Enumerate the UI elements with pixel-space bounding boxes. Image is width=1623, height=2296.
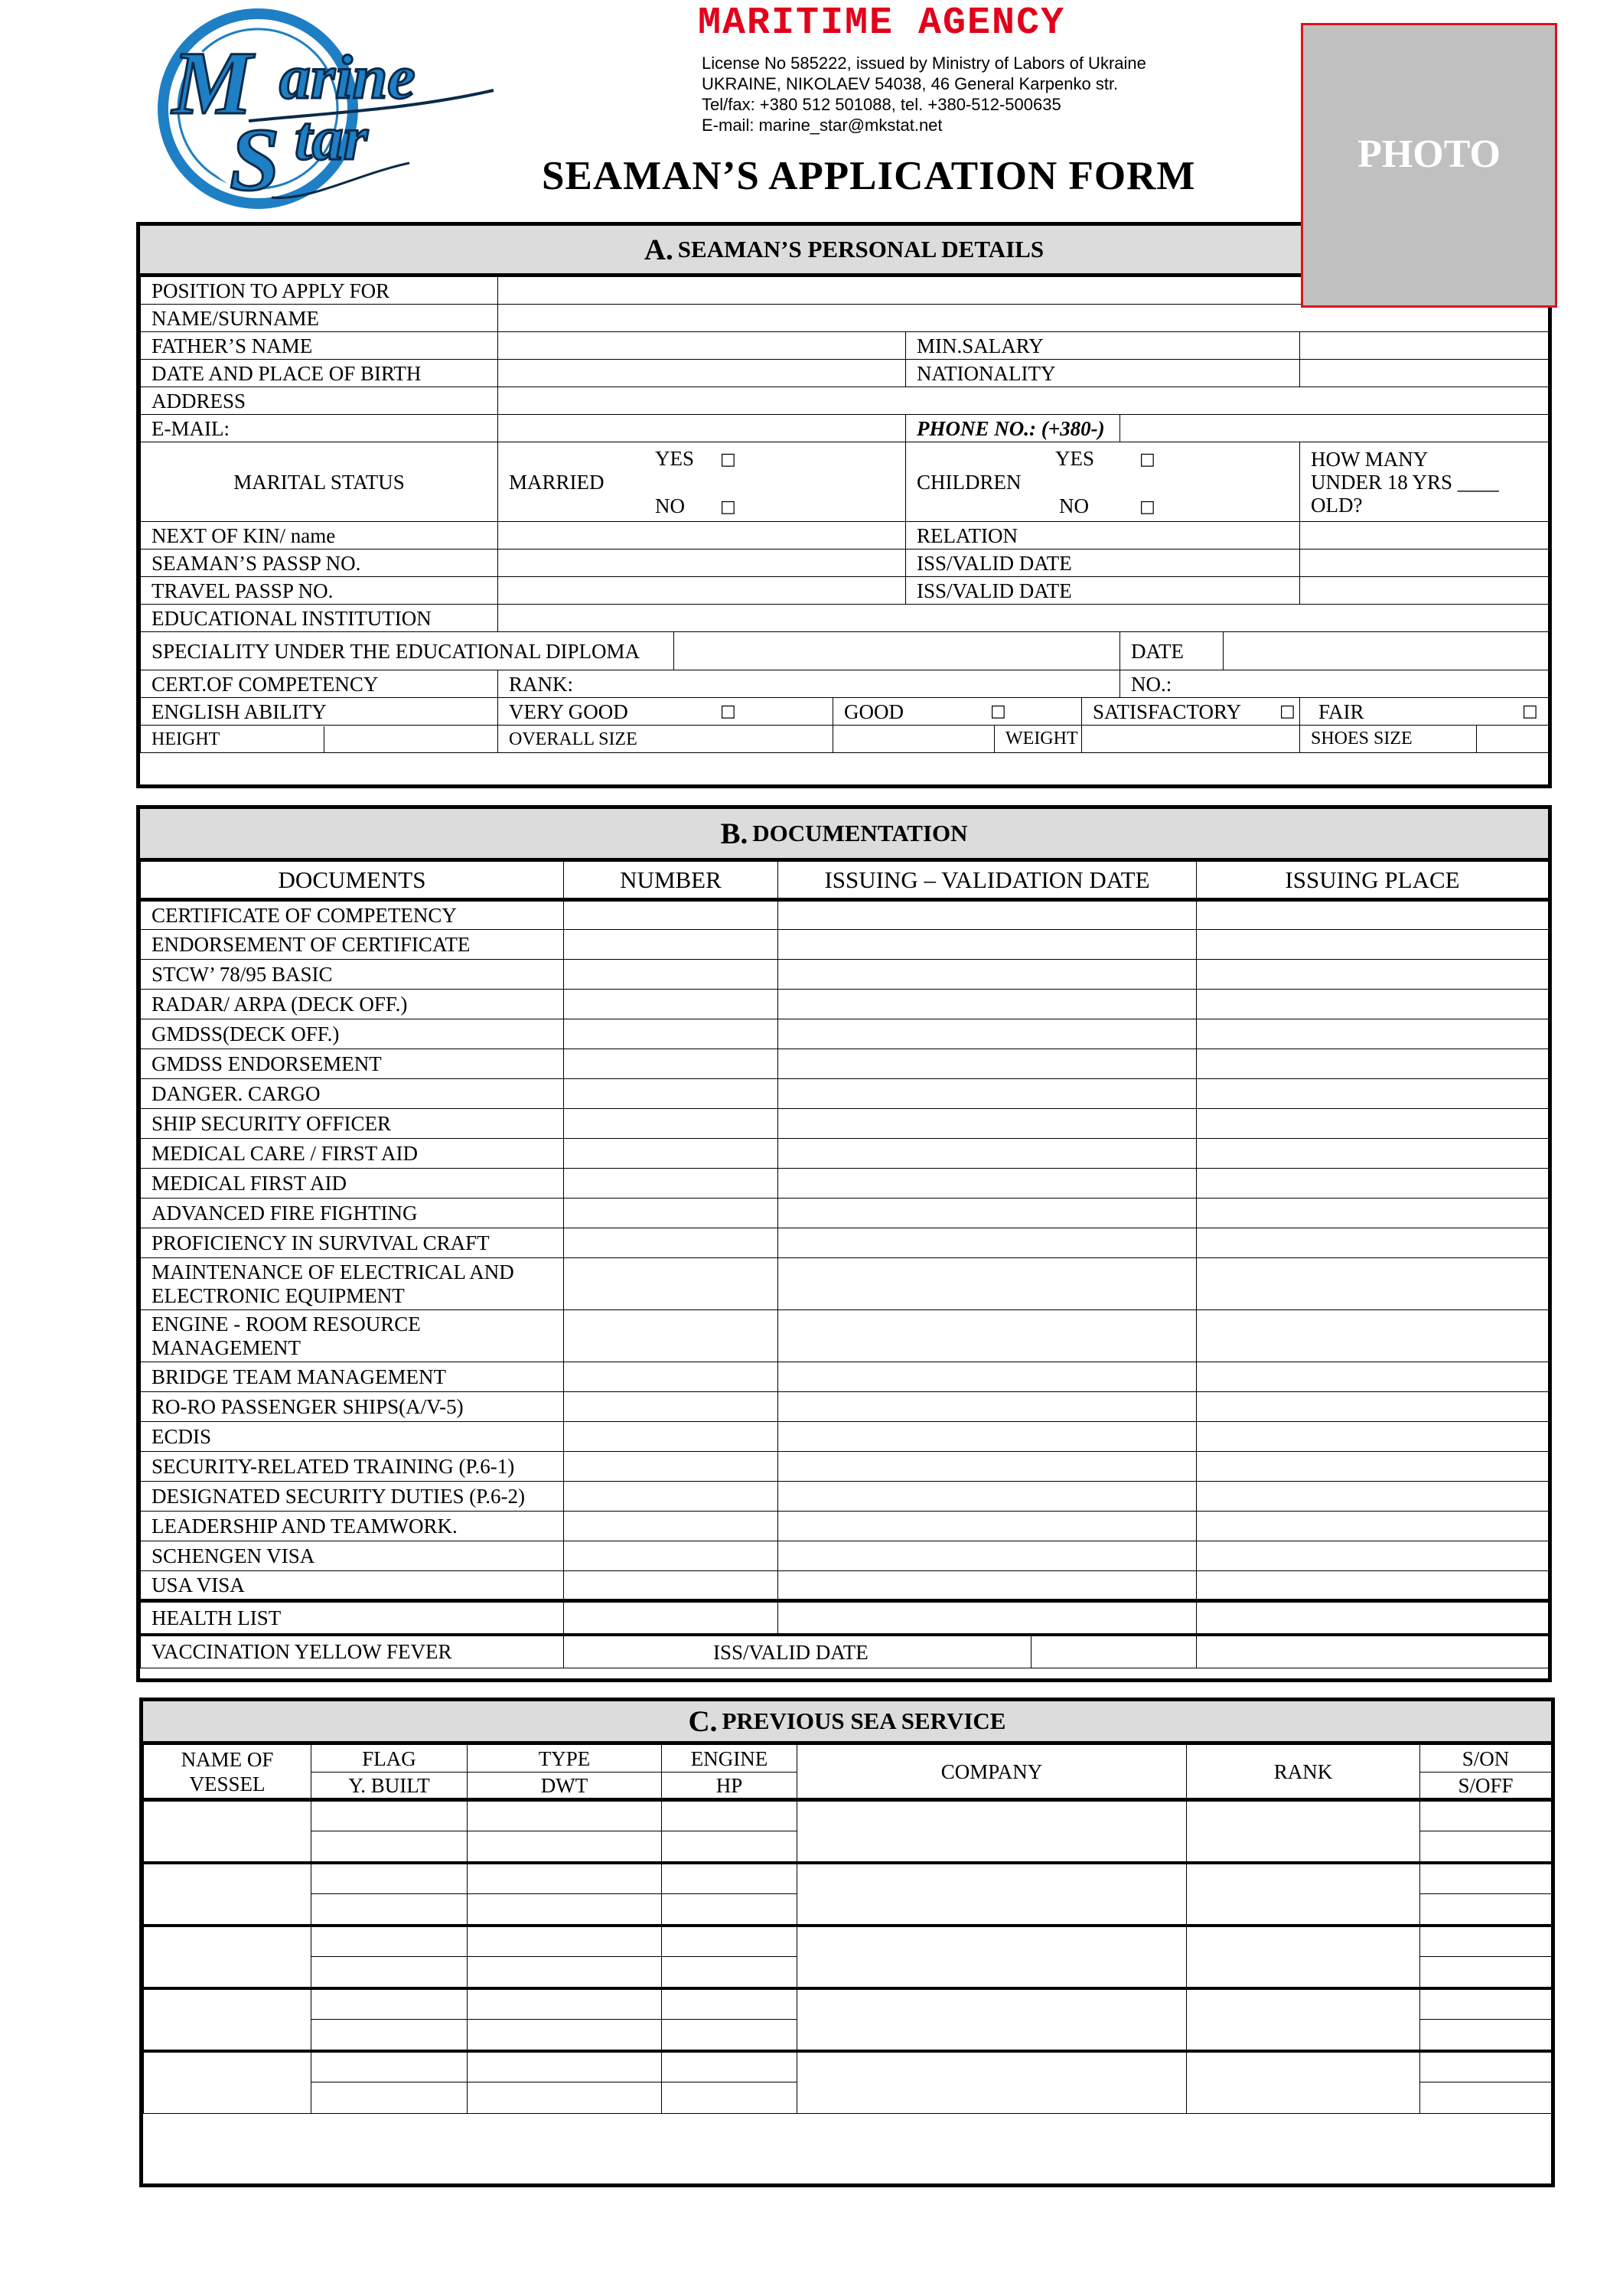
table-row (141, 900, 1549, 930)
english-very-good[interactable] (498, 698, 833, 726)
col-hp: HP (662, 1773, 797, 1800)
dwt[interactable] (468, 2020, 662, 2051)
hp[interactable] (662, 1831, 797, 1863)
document-issue-date[interactable] (778, 900, 1197, 930)
flag[interactable] (311, 1800, 468, 1831)
min-salary-label: MIN.SALARY (906, 332, 1300, 360)
table-row (141, 960, 1549, 990)
document-issue-place[interactable] (1197, 1258, 1549, 1310)
email-field[interactable] (498, 415, 906, 442)
health-list-place[interactable] (1197, 1601, 1549, 1635)
col-vessel-line-2: VESSEL (189, 1772, 266, 1795)
document-issue-date[interactable] (778, 1169, 1197, 1199)
document-issue-place[interactable] (1197, 1109, 1549, 1139)
rank[interactable] (1187, 1863, 1420, 1926)
table-row (141, 990, 1549, 1019)
document-issue-place[interactable] (1197, 1139, 1549, 1169)
document-issue-place[interactable] (1197, 1571, 1549, 1601)
document-number[interactable] (564, 1482, 778, 1512)
dwt[interactable] (468, 2082, 662, 2114)
flag[interactable] (311, 2051, 468, 2082)
vessel-name[interactable] (144, 1926, 311, 1988)
fair-checkbox[interactable]: □ (1522, 702, 1538, 721)
document-number[interactable] (564, 1512, 778, 1541)
document-name: MEDICAL CARE / FIRST AID (141, 1139, 564, 1169)
document-issue-place[interactable] (1197, 1169, 1549, 1199)
flag[interactable] (311, 1926, 468, 1957)
year-built[interactable] (311, 1831, 468, 1863)
document-number[interactable] (564, 1422, 778, 1452)
hp[interactable] (662, 1957, 797, 1988)
document-name: MAINTENANCE OF ELECTRICAL AND ELECTRONIC EQUIPMENT (141, 1258, 564, 1310)
speciality-label: SPECIALITY UNDER THE EDUCATIONAL DIPLOMA (141, 632, 674, 670)
vaccination-date-field[interactable] (1197, 1635, 1549, 1668)
health-list-label: HEALTH LIST (141, 1601, 564, 1635)
rank[interactable] (1187, 1926, 1420, 1988)
document-number[interactable] (564, 1392, 778, 1422)
document-issue-date[interactable] (778, 1049, 1197, 1079)
svg-text:arine: arine (279, 42, 416, 112)
sign-on[interactable] (1420, 1863, 1552, 1894)
svg-text:M: M (172, 33, 253, 133)
documentation-rows (141, 900, 1549, 1601)
diploma-date-field[interactable] (1224, 632, 1549, 670)
vessel-name[interactable] (144, 2051, 311, 2114)
marine-star-logo (157, 6, 539, 213)
how-many-line-2: UNDER 18 YRS ____ (1311, 470, 1499, 494)
table-row (141, 1228, 1549, 1258)
document-number[interactable] (564, 1109, 778, 1139)
rank[interactable] (1187, 1800, 1420, 1863)
document-issue-place[interactable] (1197, 1019, 1549, 1049)
document-issue-date[interactable] (778, 1199, 1197, 1228)
col-documents: DOCUMENTS (141, 862, 564, 900)
good-label: GOOD (844, 700, 904, 723)
year-built[interactable] (311, 2082, 468, 2114)
relation-label: RELATION (906, 522, 1300, 550)
table-row (141, 930, 1549, 960)
position-label: POSITION TO APPLY FOR (141, 277, 498, 305)
email-line: E-mail: marine_star@mkstat.net (702, 116, 943, 135)
father-field[interactable] (498, 332, 906, 360)
type[interactable] (468, 1926, 662, 1957)
seaman-passp-date-field[interactable] (1300, 550, 1549, 577)
how-many-line-3: OLD? (1311, 493, 1363, 517)
shoes-size-label: SHOES SIZE (1311, 729, 1413, 748)
document-number[interactable] (564, 960, 778, 990)
personal-details-table (140, 276, 1549, 753)
table-row (141, 1482, 1549, 1512)
marital-status-label: MARITAL STATUS (141, 442, 498, 522)
document-issue-place[interactable] (1197, 1392, 1549, 1422)
company[interactable] (797, 1926, 1187, 1988)
document-issue-place[interactable] (1197, 1541, 1549, 1571)
document-issue-date[interactable] (778, 930, 1197, 960)
how-many-line-1: HOW MANY (1311, 447, 1429, 471)
document-number[interactable] (564, 1019, 778, 1049)
document-name: RO-RO PASSENGER SHIPS(A/V-5) (141, 1392, 564, 1422)
document-number[interactable] (564, 1541, 778, 1571)
document-number[interactable] (564, 1258, 778, 1310)
engine[interactable] (662, 2051, 797, 2082)
document-issue-place[interactable] (1197, 1049, 1549, 1079)
sign-off[interactable] (1420, 2082, 1552, 2114)
engine[interactable] (662, 1988, 797, 2020)
table-row (144, 2051, 1552, 2082)
document-issue-date[interactable] (778, 1541, 1197, 1571)
col-issuing-validation: ISSUING – VALIDATION DATE (778, 862, 1197, 900)
hp[interactable] (662, 1894, 797, 1926)
travel-passp-field[interactable] (498, 577, 906, 605)
company[interactable] (797, 1988, 1187, 2051)
document-issue-date[interactable] (778, 1310, 1197, 1362)
engine[interactable] (662, 1800, 797, 1831)
english-label: ENGLISH ABILITY (141, 698, 498, 726)
document-number[interactable] (564, 930, 778, 960)
section-a-header: A. SEAMAN’S PERSONAL DETAILS (140, 226, 1548, 276)
height-label: HEIGHT (141, 726, 324, 752)
company[interactable] (797, 2051, 1187, 2114)
rank[interactable] (1187, 2051, 1420, 2114)
overall-size-field[interactable] (833, 726, 1082, 753)
document-number[interactable] (564, 1169, 778, 1199)
address-line: UKRAINE, NIKOLAEV 54038, 46 General Karpenko str. (702, 74, 1119, 93)
col-vessel-line-1: NAME OF (181, 1747, 274, 1771)
vaccination-label: VACCINATION YELLOW FEVER (141, 1635, 564, 1668)
document-issue-place[interactable] (1197, 1422, 1549, 1452)
document-name: MEDICAL FIRST AID (141, 1169, 564, 1199)
document-issue-place[interactable] (1197, 960, 1549, 990)
table-row (141, 1392, 1549, 1422)
photo-placeholder[interactable]: PHOTO (1301, 23, 1557, 308)
next-of-kin-label: NEXT OF KIN/ name (141, 522, 498, 550)
company[interactable] (797, 1800, 1187, 1863)
name-field[interactable] (498, 305, 1549, 332)
table-row (141, 1310, 1549, 1362)
table-row (141, 1109, 1549, 1139)
speciality-field[interactable] (674, 632, 1120, 670)
document-issue-date[interactable] (778, 1019, 1197, 1049)
col-company: COMPANY (797, 1745, 1187, 1800)
year-built[interactable] (311, 1894, 468, 1926)
email-label: E-MAIL: (141, 415, 498, 442)
health-list-number[interactable] (564, 1601, 778, 1635)
document-issue-date[interactable] (778, 1482, 1197, 1512)
col-vessel (144, 1745, 311, 1800)
col-type: TYPE (468, 1745, 662, 1773)
satisfactory-checkbox[interactable]: □ (1279, 702, 1295, 721)
vessel-name[interactable] (144, 1988, 311, 2051)
sign-on[interactable] (1420, 1800, 1552, 1831)
weight-label: WEIGHT (1005, 729, 1078, 748)
document-number[interactable] (564, 1079, 778, 1109)
satisfactory-label: SATISFACTORY (1093, 700, 1242, 723)
married-no-label: NO (655, 494, 685, 517)
sign-off[interactable] (1420, 2020, 1552, 2051)
document-number[interactable] (564, 1452, 778, 1482)
dob-field[interactable] (498, 360, 906, 387)
license-line: License No 585222, issued by Ministry of Labors of Ukraine (702, 54, 1146, 73)
children-yes-checkbox[interactable]: □ (1139, 450, 1155, 469)
shoes-size-cell (1300, 726, 1549, 753)
document-issue-place[interactable] (1197, 1199, 1549, 1228)
type[interactable] (468, 1800, 662, 1831)
dwt[interactable] (468, 1894, 662, 1926)
sign-off[interactable] (1420, 1894, 1552, 1926)
children-no-checkbox[interactable]: □ (1139, 497, 1155, 517)
vaccination-date-label: ISS/VALID DATE (713, 1640, 869, 1664)
document-name: SCHENGEN VISA (141, 1541, 564, 1571)
document-name: ECDIS (141, 1422, 564, 1452)
sign-off[interactable] (1420, 1957, 1552, 1988)
document-name: BRIDGE TEAM MANAGEMENT (141, 1362, 564, 1392)
dwt[interactable] (468, 1957, 662, 1988)
document-name: LEADERSHIP AND TEAMWORK. (141, 1512, 564, 1541)
table-row (144, 1988, 1552, 2020)
document-name: CERTIFICATE OF COMPETENCY (141, 900, 564, 930)
table-row (141, 1049, 1549, 1079)
document-issue-date[interactable] (778, 990, 1197, 1019)
document-name: USA VISA (141, 1571, 564, 1601)
sign-on[interactable] (1420, 1988, 1552, 2020)
dwt[interactable] (468, 1831, 662, 1863)
document-number[interactable] (564, 1049, 778, 1079)
col-number: NUMBER (564, 862, 778, 900)
document-number[interactable] (564, 1199, 778, 1228)
col-engine: ENGINE (662, 1745, 797, 1773)
document-issue-place[interactable] (1197, 1452, 1549, 1482)
section-b-box (136, 805, 1552, 1682)
married-yes-checkbox[interactable]: □ (720, 450, 736, 469)
document-issue-date[interactable] (778, 1392, 1197, 1422)
document-issue-date[interactable] (778, 1571, 1197, 1601)
flag[interactable] (311, 1988, 468, 2020)
document-issue-date[interactable] (778, 1362, 1197, 1392)
document-number[interactable] (564, 1139, 778, 1169)
table-row (144, 1926, 1552, 1957)
phone-label: PHONE NO.: (+380-) (906, 415, 1120, 442)
year-built[interactable] (311, 2020, 468, 2051)
address-label: ADDRESS (141, 387, 498, 415)
cert-no-label: NO.: (1120, 670, 1549, 698)
name-label: NAME/SURNAME (141, 305, 498, 332)
english-satisfactory[interactable] (1082, 698, 1300, 726)
table-row (141, 1422, 1549, 1452)
sign-on[interactable] (1420, 2051, 1552, 2082)
document-issue-place[interactable] (1197, 930, 1549, 960)
agency-name: MARITIME AGENCY (698, 2, 1066, 45)
table-row (141, 1571, 1549, 1601)
type[interactable] (468, 1863, 662, 1894)
document-issue-date[interactable] (778, 1452, 1197, 1482)
seaman-passp-label: SEAMAN’S PASSP NO. (141, 550, 498, 577)
document-issue-date[interactable] (778, 1258, 1197, 1310)
table-row (141, 1169, 1549, 1199)
document-number[interactable] (564, 990, 778, 1019)
weight-field[interactable] (1082, 726, 1300, 753)
table-row (144, 1863, 1552, 1894)
married-no-checkbox[interactable]: □ (720, 497, 736, 517)
document-issue-place[interactable] (1197, 990, 1549, 1019)
document-name: GMDSS(DECK OFF.) (141, 1019, 564, 1049)
document-number[interactable] (564, 1571, 778, 1601)
document-name: ENDORSEMENT OF CERTIFICATE (141, 930, 564, 960)
document-number[interactable] (564, 1228, 778, 1258)
seaman-passp-date-label: ISS/VALID DATE (906, 550, 1300, 577)
col-issuing-place: ISSUING PLACE (1197, 862, 1549, 900)
section-c-box (139, 1698, 1555, 2187)
height-cell (141, 726, 498, 753)
phone-field[interactable] (1120, 415, 1549, 442)
rank[interactable] (1187, 1988, 1420, 2051)
married-yes-label: YES (655, 447, 695, 470)
company[interactable] (797, 1863, 1187, 1926)
year-built[interactable] (311, 1957, 468, 1988)
table-row (141, 1258, 1549, 1310)
travel-passp-date-label: ISS/VALID DATE (906, 577, 1300, 605)
document-issue-place[interactable] (1197, 1512, 1549, 1541)
form-title: SEAMAN’S APPLICATION FORM (542, 154, 1196, 198)
documentation-table (140, 861, 1549, 1668)
english-fair[interactable] (1300, 698, 1549, 726)
children-yes-label: YES (1055, 447, 1095, 470)
document-name: SECURITY-RELATED TRAINING (P.6-1) (141, 1452, 564, 1482)
relation-field[interactable] (1300, 522, 1549, 550)
edu-inst-field[interactable] (498, 605, 1549, 632)
table-row (141, 1512, 1549, 1541)
sign-on[interactable] (1420, 1926, 1552, 1957)
travel-passp-label: TRAVEL PASSP NO. (141, 577, 498, 605)
document-issue-place[interactable] (1197, 900, 1549, 930)
dob-label: DATE AND PLACE OF BIRTH (141, 360, 498, 387)
col-son: S/ON (1420, 1745, 1552, 1773)
table-row (141, 1452, 1549, 1482)
hp[interactable] (662, 2020, 797, 2051)
col-flag: FLAG (311, 1745, 468, 1773)
document-name: ENGINE - ROOM RESOURCE MANAGEMENT (141, 1310, 564, 1362)
overall-size-label: OVERALL SIZE (498, 726, 833, 753)
document-number[interactable] (564, 900, 778, 930)
sea-service-rows (144, 1800, 1552, 2114)
father-label: FATHER’S NAME (141, 332, 498, 360)
section-c-header: C. PREVIOUS SEA SERVICE (143, 1701, 1551, 1744)
table-row (144, 1800, 1552, 1831)
min-salary-field[interactable] (1300, 332, 1549, 360)
document-issue-place[interactable] (1197, 1228, 1549, 1258)
table-row (141, 1079, 1549, 1109)
document-issue-date[interactable] (778, 1512, 1197, 1541)
married-label: MARRIED (509, 470, 605, 494)
sign-off[interactable] (1420, 1831, 1552, 1863)
document-issue-date[interactable] (778, 960, 1197, 990)
very-good-checkbox[interactable]: □ (720, 702, 736, 721)
children-no-label: NO (1059, 494, 1089, 517)
table-row (141, 1139, 1549, 1169)
next-of-kin-field[interactable] (498, 522, 906, 550)
vaccination-field[interactable] (564, 1635, 1197, 1668)
vessel-name[interactable] (144, 1800, 311, 1863)
travel-passp-date-field[interactable] (1300, 577, 1549, 605)
document-name: DESIGNATED SECURITY DUTIES (P.6-2) (141, 1482, 564, 1512)
health-list-date[interactable] (778, 1601, 1197, 1635)
cert-comp-label: CERT.OF COMPETENCY (141, 670, 498, 698)
document-name: GMDSS ENDORSEMENT (141, 1049, 564, 1079)
flag[interactable] (311, 1863, 468, 1894)
children-cell (906, 442, 1300, 522)
nationality-label: NATIONALITY (906, 360, 1300, 387)
engine[interactable] (662, 1926, 797, 1957)
rank-label: RANK: (498, 670, 1120, 698)
document-issue-place[interactable] (1197, 1362, 1549, 1392)
hp[interactable] (662, 2082, 797, 2114)
document-issue-place[interactable] (1197, 1482, 1549, 1512)
phone-line: Tel/fax: +380 512 501088, tel. +380-512-500635 (702, 95, 1061, 114)
sea-service-table (143, 1744, 1552, 2114)
col-soff: S/OFF (1420, 1773, 1552, 1800)
good-checkbox[interactable]: □ (990, 702, 1006, 721)
document-issue-date[interactable] (778, 1109, 1197, 1139)
document-issue-date[interactable] (778, 1422, 1197, 1452)
document-name: PROFICIENCY IN SURVIVAL CRAFT (141, 1228, 564, 1258)
table-row (141, 1362, 1549, 1392)
table-row (141, 1541, 1549, 1571)
document-issue-date[interactable] (778, 1079, 1197, 1109)
table-row (141, 1199, 1549, 1228)
document-issue-date[interactable] (778, 1139, 1197, 1169)
document-name: ADVANCED FIRE FIGHTING (141, 1199, 564, 1228)
document-name: SHIP SECURITY OFFICER (141, 1109, 564, 1139)
type[interactable] (468, 2051, 662, 2082)
engine[interactable] (662, 1863, 797, 1894)
address-field[interactable] (498, 387, 1549, 415)
edu-inst-label: EDUCATIONAL INSTITUTION (141, 605, 498, 632)
document-issue-date[interactable] (778, 1228, 1197, 1258)
children-label: CHILDREN (917, 470, 1022, 494)
document-number[interactable] (564, 1362, 778, 1392)
svg-text:tar: tar (295, 103, 368, 173)
document-number[interactable] (564, 1310, 778, 1362)
very-good-label: VERY GOOD (509, 700, 628, 723)
english-good[interactable] (833, 698, 1082, 726)
type[interactable] (468, 1988, 662, 2020)
table-row (141, 1019, 1549, 1049)
document-name: RADAR/ ARPA (DECK OFF.) (141, 990, 564, 1019)
married-cell (498, 442, 906, 522)
seaman-passp-field[interactable] (498, 550, 906, 577)
document-issue-place[interactable] (1197, 1079, 1549, 1109)
col-ybuilt: Y. BUILT (311, 1773, 468, 1800)
diploma-date-label: DATE (1120, 632, 1224, 670)
vessel-name[interactable] (144, 1863, 311, 1926)
nationality-field[interactable] (1300, 360, 1549, 387)
document-name: STCW’ 78/95 BASIC (141, 960, 564, 990)
section-b-header: B. DOCUMENTATION (140, 809, 1548, 861)
col-rank: RANK (1187, 1745, 1420, 1800)
document-name: DANGER. CARGO (141, 1079, 564, 1109)
col-dwt: DWT (468, 1773, 662, 1800)
svg-text:S: S (230, 109, 280, 210)
how-many-cell[interactable] (1300, 442, 1549, 522)
document-issue-place[interactable] (1197, 1310, 1549, 1362)
fair-label: FAIR (1318, 700, 1364, 723)
